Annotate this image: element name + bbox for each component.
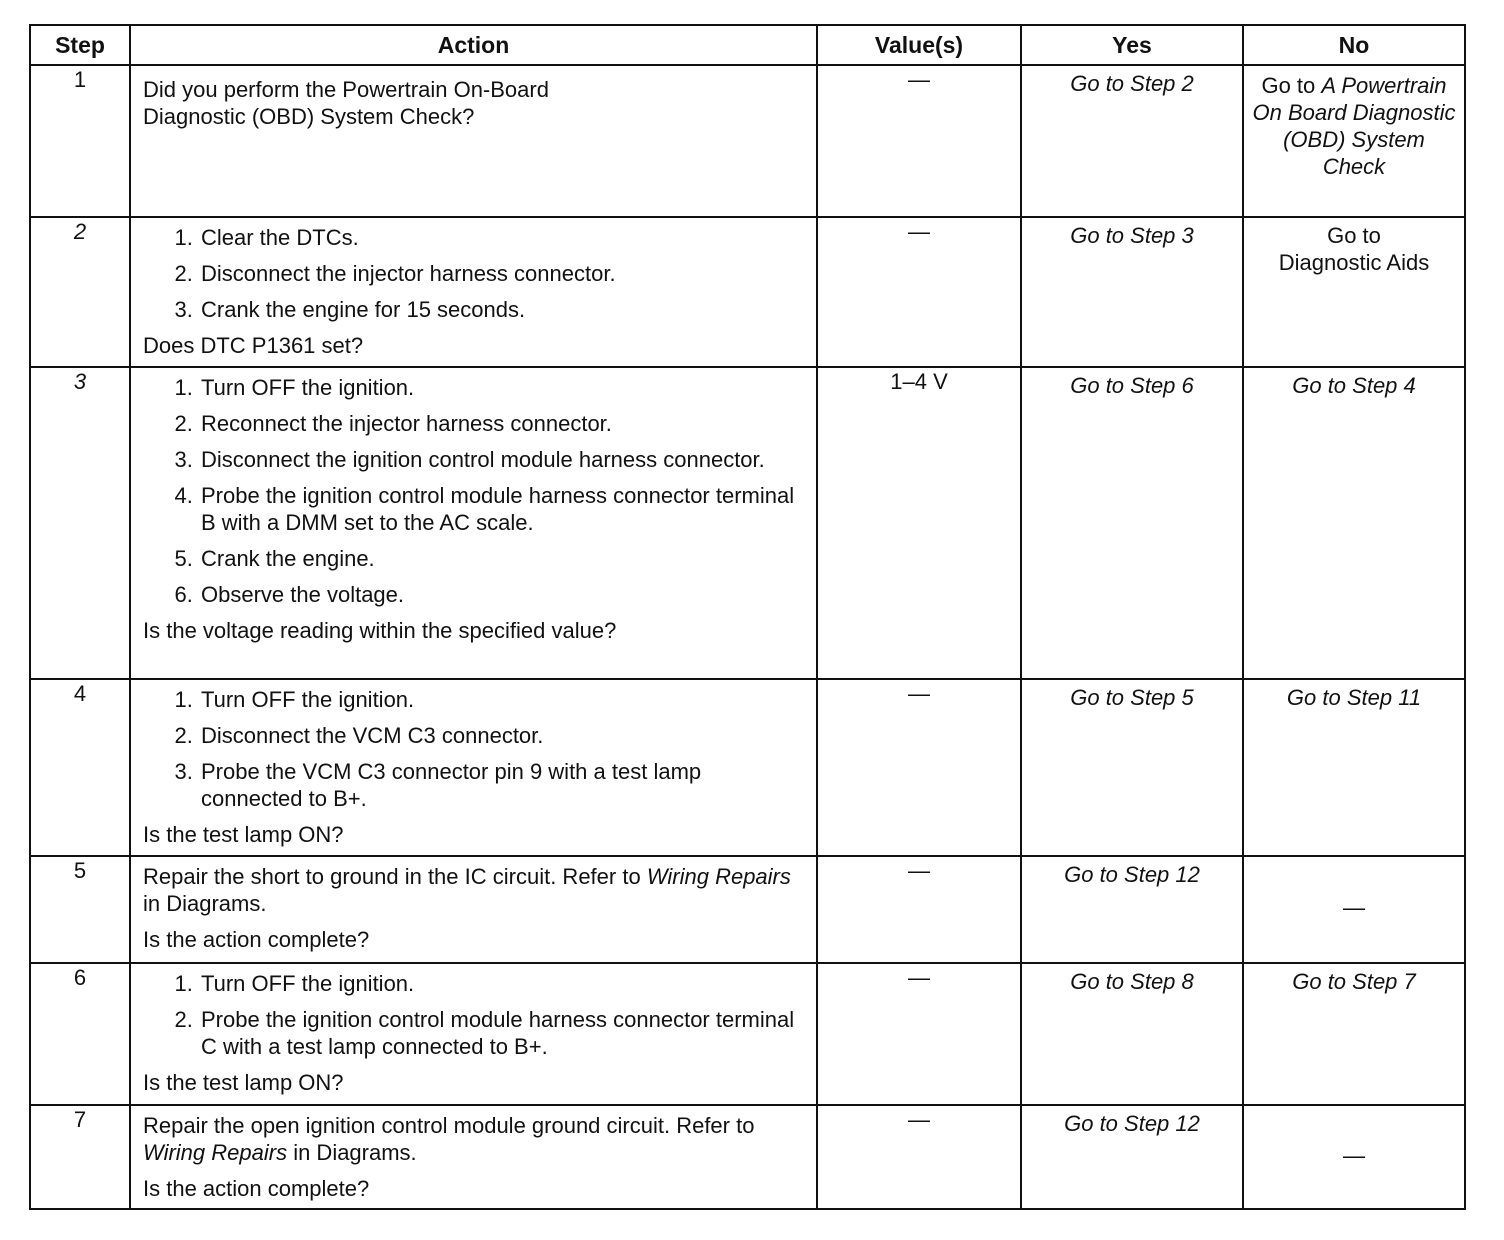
action-question: Is the action complete? [143, 1176, 370, 1201]
header-no: No [1243, 25, 1465, 65]
step-number: 4 [30, 679, 130, 856]
step-number: 3 [30, 367, 130, 679]
action-cell [130, 679, 817, 856]
action-question: Is the action complete? [143, 927, 370, 952]
action-text-end: in Diagrams. [287, 1140, 417, 1165]
table-row-step-1 [30, 65, 1465, 217]
step-number: 7 [30, 1105, 130, 1209]
wiring-repairs-ref: Wiring Repairs [143, 1140, 288, 1165]
action-steps-list [143, 374, 806, 608]
action-text: Repair the short to ground in the IC circuit. Refer to [143, 864, 647, 889]
value-cell: — [817, 217, 1021, 367]
table-row-step-6 [30, 963, 1465, 1105]
action-step: 1. Turn OFF the ignition. [199, 686, 806, 713]
action-step: 3. Crank the engine for 15 seconds. [199, 296, 806, 323]
step-number: 1 [30, 65, 130, 217]
value-cell: 1–4 V [817, 367, 1021, 679]
yes-cell: Go to Step 12 [1021, 1105, 1243, 1209]
action-step: 1. Clear the DTCs. [199, 224, 806, 251]
no-text: Go to [1261, 73, 1322, 98]
action-cell [130, 217, 817, 367]
action-step: 4. Probe the ignition control module harness connector terminal B with a DMM set to the AC scale. [199, 482, 806, 536]
no-cell [1243, 65, 1465, 217]
action-steps-list [143, 970, 806, 1060]
header-step: Step [30, 25, 130, 65]
diagnostic-table [29, 24, 1466, 1210]
action-cell [130, 1105, 817, 1209]
header-action: Action [130, 25, 817, 65]
action-step: 3. Disconnect the ignition control module harness connector. [199, 446, 806, 473]
yes-cell: Go to Step 3 [1021, 217, 1243, 367]
action-question: Is the voltage reading within the specified value? [143, 618, 617, 643]
step-number: 2 [30, 217, 130, 367]
action-step: 1. Turn OFF the ignition. [199, 970, 806, 997]
action-question: Is the test lamp ON? [143, 822, 344, 847]
value-cell: — [817, 65, 1021, 217]
value-cell: — [817, 679, 1021, 856]
yes-cell: Go to Step 5 [1021, 679, 1243, 856]
value-cell: — [817, 856, 1021, 963]
table-row-step-3 [30, 367, 1465, 679]
action-text: Repair the open ignition control module ground circuit. Refer to [143, 1113, 755, 1138]
yes-cell: Go to Step 8 [1021, 963, 1243, 1105]
value-cell: — [817, 963, 1021, 1105]
header-row [30, 25, 1465, 65]
action-steps-list [143, 686, 806, 812]
no-cell: Go to Step 11 [1243, 679, 1465, 856]
action-question: Does DTC P1361 set? [143, 333, 364, 358]
no-link-text: A Powertrain On Board Diagnostic (OBD) System Check [1252, 73, 1456, 179]
action-step: 1. Turn OFF the ignition. [199, 374, 806, 401]
no-cell: Go to Step 7 [1243, 963, 1465, 1105]
table-row-step-2 [30, 217, 1465, 367]
no-cell: Go to Step 4 [1243, 367, 1465, 679]
action-steps-list [143, 224, 806, 323]
yes-cell: Go to Step 12 [1021, 856, 1243, 963]
action-cell [130, 963, 817, 1105]
no-cell: — [1243, 856, 1465, 963]
table-row-step-7 [30, 1105, 1465, 1209]
yes-cell: Go to Step 6 [1021, 367, 1243, 679]
no-cell: — [1243, 1105, 1465, 1209]
action-description [143, 863, 806, 917]
yes-cell: Go to Step 2 [1021, 65, 1243, 217]
action-question: Did you perform the Powertrain On-Board Diagnostic (OBD) System Check? [143, 77, 549, 129]
action-step: 2. Disconnect the VCM C3 connector. [199, 722, 806, 749]
action-description [143, 1112, 763, 1166]
header-yes: Yes [1021, 25, 1243, 65]
action-step: 2. Reconnect the injector harness connector. [199, 410, 806, 437]
action-step: 6. Observe the voltage. [199, 581, 806, 608]
step-number: 5 [30, 856, 130, 963]
action-step: 2. Probe the ignition control module harness connector terminal C with a test lamp connected to B+. [199, 1006, 806, 1060]
action-cell [130, 65, 817, 217]
action-text-end: in Diagrams. [143, 891, 267, 916]
action-cell [130, 367, 817, 679]
step-number: 6 [30, 963, 130, 1105]
action-step: 2. Disconnect the injector harness connector. [199, 260, 806, 287]
table-row-step-5 [30, 856, 1465, 963]
action-step: 3. Probe the VCM C3 connector pin 9 with a test lamp connected to B+. [199, 758, 806, 812]
action-cell [130, 856, 817, 963]
table-row-step-4 [30, 679, 1465, 856]
action-step: 5. Crank the engine. [199, 545, 806, 572]
action-question: Is the test lamp ON? [143, 1070, 344, 1095]
value-cell: — [817, 1105, 1021, 1209]
wiring-repairs-ref: Wiring Repairs [646, 864, 791, 889]
no-cell: Go to Diagnostic Aids [1243, 217, 1465, 367]
header-values: Value(s) [817, 25, 1021, 65]
